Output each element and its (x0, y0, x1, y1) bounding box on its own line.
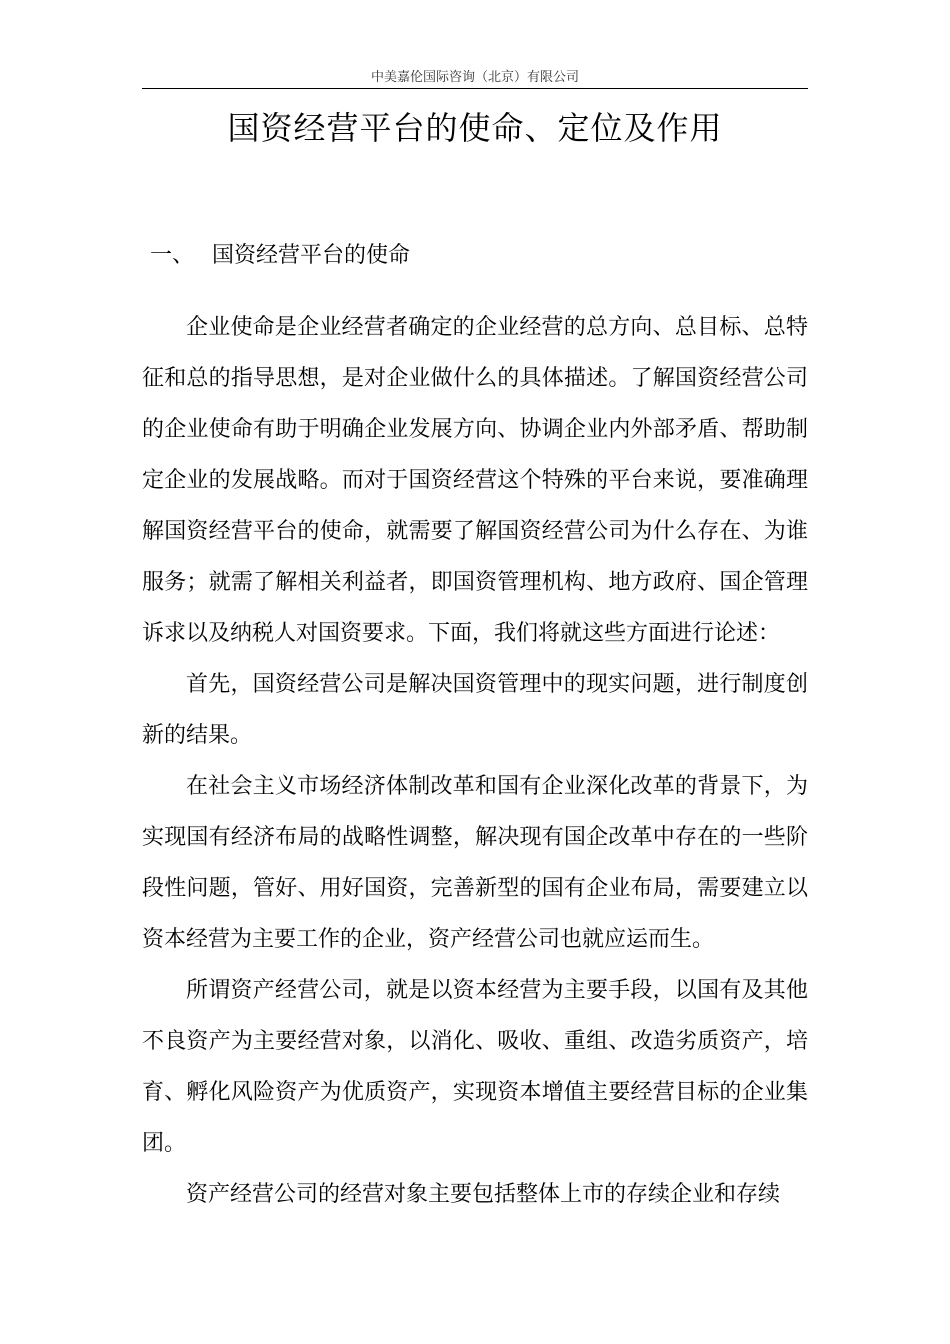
paragraph: 首先，国资经营公司是解决国资管理中的现实问题，进行制度创新的结果。 (142, 672, 808, 748)
section-number: 一、 (150, 243, 195, 268)
paragraph: 在社会主义市场经济体制改革和国有企业深化改革的背景下，为实现国有经济布局的战略性调整，解决现有国企改革中存在的一些阶段性问题，管好、用好国资，完善新型的国有企业布局，需要建立以资本经营为主要工作的企业，资产经营公司也就应运而生。 (142, 774, 808, 952)
header-divider (142, 88, 808, 89)
paragraph: 企业使命是企业经营者确定的企业经营的总方向、总目标、总特征和总的指导思想，是对企业做什么的具体描述。了解国资经营公司的企业使命有助于明确企业发展方向、协调企业内外部矛盾、帮助制定企业的发展战略。而对于国资经营这个特殊的平台来说，要准确理解国资经营平台的使命，就需要了解国资经营公司为什么存在、为谁服务；就需了解相关利益者，即国资管理机构、地方政府、国企管理诉求以及纳税人对国资要求。下面，我们将就这些方面进行论述： (142, 315, 808, 646)
running-header: 中美嘉伦国际咨询（北京）有限公司 (370, 70, 579, 85)
paragraph: 资产经营公司的经营对象主要包括整体上市的存续企业和存续 (186, 1182, 781, 1207)
section-heading (150, 240, 410, 272)
section-title: 国资经营平台的使命 (212, 243, 411, 268)
body-text (142, 302, 808, 1220)
document-title: 国资经营平台的使命、定位及作用 (227, 109, 723, 147)
paragraph: 所谓资产经营公司，就是以资本经营为主要手段，以国有及其他不良资产为主要经营对象，以消化、吸收、重组、改造劣质资产，培育、孵化风险资产为优质资产，实现资本增值主要经营目标的企业集团。 (142, 978, 808, 1156)
